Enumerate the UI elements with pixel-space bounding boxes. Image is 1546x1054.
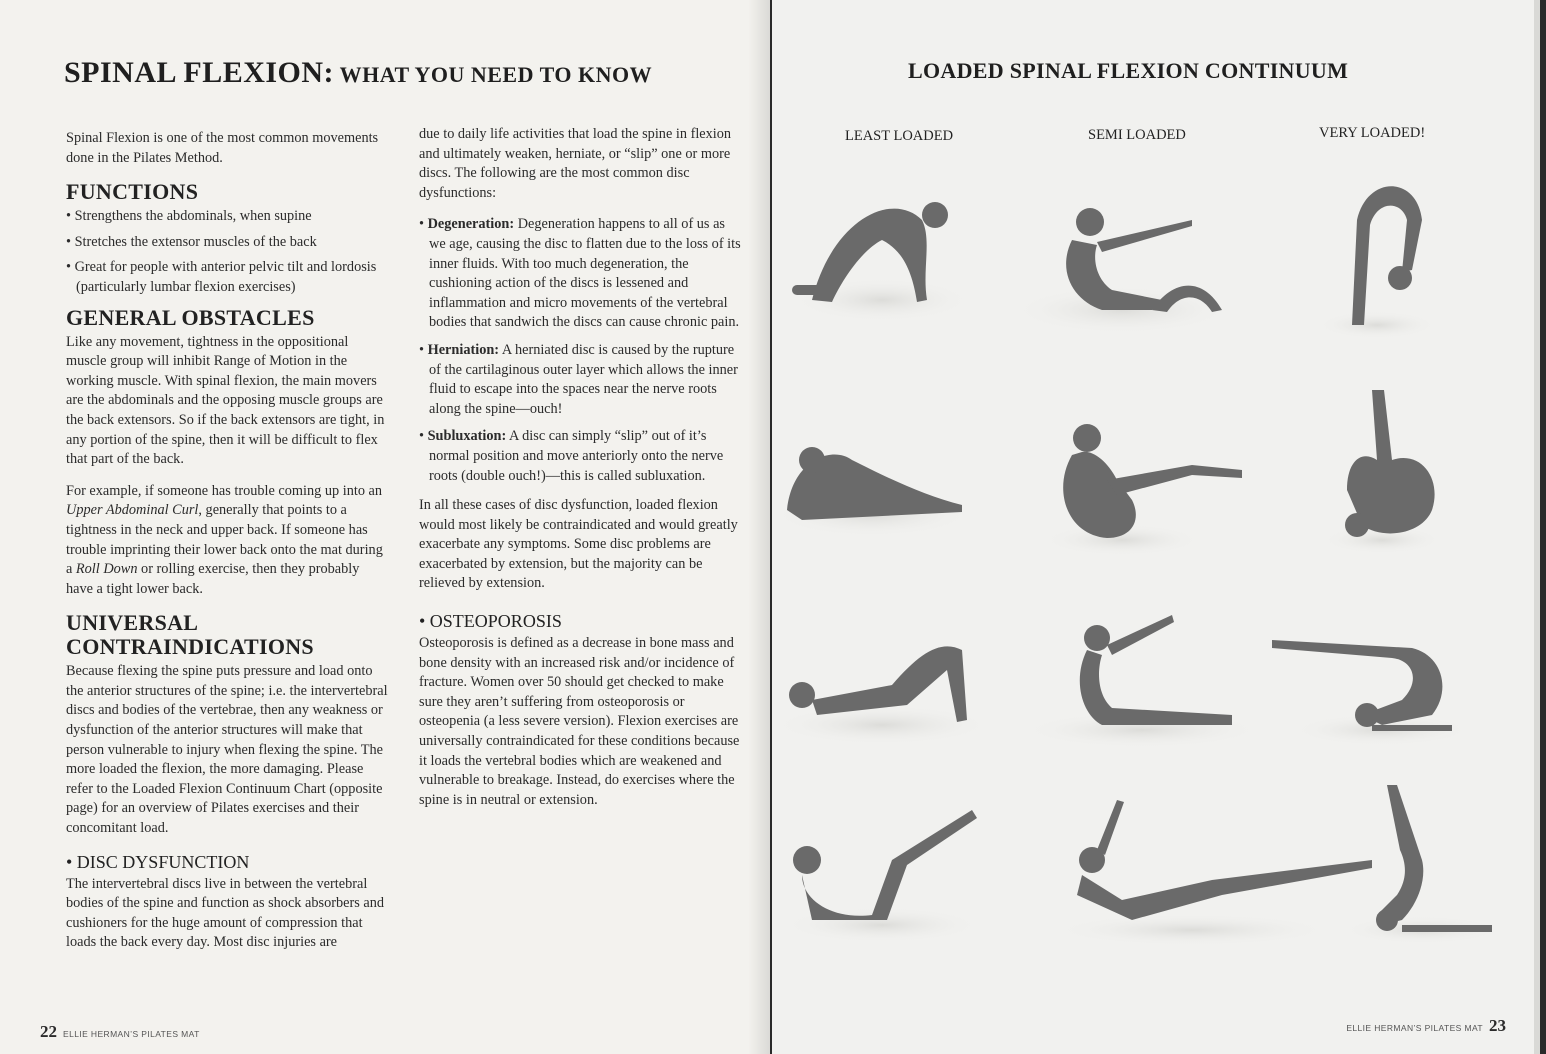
figure-pelvic-curl bbox=[772, 646, 992, 745]
list-item: • Great for people with anterior pelvic tilt and lordosis (particularly lumbar flexion exercises) bbox=[66, 258, 388, 297]
list-item bbox=[419, 427, 741, 486]
running-footer: ELLIE HERMAN’S PILATES MAT bbox=[63, 1029, 200, 1039]
list-item bbox=[419, 215, 741, 333]
contra-heading-line2: CONTRAINDICATIONS bbox=[66, 634, 314, 660]
osteo-heading: • OSTEOPOROSIS bbox=[419, 611, 562, 632]
figure-seated-c-curve bbox=[1012, 208, 1232, 334]
figure-rest-position bbox=[772, 447, 972, 537]
figure-teaser bbox=[1052, 800, 1372, 946]
list-item: • Strengthens the abdominals, when supine bbox=[66, 207, 388, 227]
page-edge bbox=[1534, 0, 1540, 1054]
right-footer bbox=[1340, 1016, 1506, 1036]
figure-rollover-legs bbox=[1272, 640, 1472, 746]
term: Degeneration: bbox=[427, 216, 515, 233]
obstacles-heading: GENERAL OBSTACLES bbox=[66, 304, 315, 330]
osteo-paragraph: Osteoporosis is defined as a decrease in bone mass and bone density with an increased risk and/or incidence of fracture. Women over 50 should get checked to make sure they aren’t suffering from osteoporosis or osteopenia (a less severe version). Flexion exercises are universally contraindicated for these conditions because it loads the vertebral bodies which are weakened and vulnerable to breakage. Instead, do exercises where the spine is in neutral or extension. bbox=[419, 635, 740, 808]
contra-heading-line1: UNIVERSAL bbox=[66, 610, 199, 636]
example-paragraph bbox=[66, 482, 388, 600]
left-footer bbox=[40, 1022, 206, 1042]
disc-paragraph: The intervertebral discs live in between the vertebral bodies of the spine and function as shock absorbers and cushioners for the huge amount of compression that loads the back every day. Most disc injuries are bbox=[66, 875, 385, 951]
term: Subluxation: bbox=[427, 428, 507, 445]
figure-abdominal-curl bbox=[782, 810, 982, 943]
gutter-shadow bbox=[748, 0, 770, 1054]
obstacles-paragraph: Like any movement, tightness in the oppositional muscle group will inhibit Range of Motion in the working muscle. With spinal flexion, the main movers are the abdominals and the opposing muscle groups are the back extensors. So if the back extensors are tight, in any portion of the spine, then it will be difficult to flex that part of the back. bbox=[66, 333, 385, 468]
example-text: , generally that points to a tightness in the neck and upper back. If someone has trouble imprinting their lower back onto the mat during a bbox=[66, 502, 383, 578]
definition: A disc can simply “slip” out of it’s normal position and move anteriorly onto the nerve roots (double ouch!)—this is called subluxation. bbox=[429, 428, 724, 484]
example-text: For example, if someone has trouble coming up into an bbox=[66, 482, 383, 499]
title-sub-part: WHAT YOU NEED TO KNOW bbox=[334, 62, 653, 87]
figure-forward-bend bbox=[1317, 186, 1437, 339]
disc-summary-paragraph: In all these cases of disc dysfunction, loaded flexion would most likely be contraindicated and would greatly exacerbate any symptoms. Some disc problems are exacerbated by extension, but the majority can be relieved by extension. bbox=[419, 497, 738, 592]
example-text: or rolling exercise, then they probably have a tight lower back. bbox=[66, 561, 360, 597]
disc-heading: • DISC DYSFUNCTION bbox=[66, 851, 250, 872]
intro-paragraph: Spinal Flexion is one of the most common movements done in the Pilates Method. bbox=[66, 130, 379, 166]
running-footer: ELLIE HERMAN’S PILATES MAT bbox=[1346, 1023, 1483, 1033]
exercise-name: Upper Abdominal Curl bbox=[66, 502, 199, 519]
label-least-loaded: LEAST LOADED bbox=[845, 128, 954, 144]
figure-roll-up-reach bbox=[1022, 615, 1262, 748]
right-page bbox=[772, 0, 1540, 1054]
list-item: • Stretches the extensor muscles of the back bbox=[66, 233, 388, 253]
disc-continued-paragraph: due to daily life activities that load the spine in flexion and ultimately weaken, herniate, or “slip” one or more discs. The following are the most common disc dysfunctions: bbox=[419, 126, 732, 201]
list-item bbox=[419, 341, 741, 419]
figure-cat-stretch bbox=[792, 202, 972, 322]
definition: Degeneration happens to all of us as we age, causing the disc to flatten due to the loss of its inner fluids. With too much degeneration, the cushioning action of the discs is lessened and inflammation and micro movements of the vertebral bodies that sandwich the discs can cause chronic pain. bbox=[429, 216, 741, 331]
contra-paragraph: Because flexing the spine puts pressure and load onto the anterior structures of the spine; i.e. the intervertebral discs and bodies of the vertebrae, then any weakness or dysfunction of the anterior structures will make that person vulnerable to injury when flexing the spine. The more loaded the flexion, the more damaging. Please refer to the Loaded Flexion Continuum Chart (opposite page) for an overview of Pilates exercises and their concomitant load. bbox=[66, 663, 388, 837]
page-number: 23 bbox=[1489, 1016, 1506, 1035]
text-column-2 bbox=[419, 125, 741, 822]
term: Herniation: bbox=[427, 341, 500, 358]
page-title bbox=[64, 56, 652, 90]
continuum-title: LOADED SPINAL FLEXION CONTINUUM bbox=[908, 58, 1349, 83]
page-number: 22 bbox=[40, 1022, 57, 1041]
left-page bbox=[0, 0, 770, 1054]
figure-overhead-rollover bbox=[1322, 390, 1442, 554]
figure-rolling-ball bbox=[1042, 424, 1242, 556]
text-column-1 bbox=[66, 129, 388, 965]
dysfunction-list bbox=[419, 215, 741, 486]
label-semi-loaded: SEMI LOADED bbox=[1088, 127, 1186, 143]
functions-list bbox=[66, 207, 388, 297]
label-very-loaded: VERY LOADED! bbox=[1319, 125, 1426, 141]
functions-heading: FUNCTIONS bbox=[66, 179, 199, 205]
definition: A herniated disc is caused by the rupture of the cartilaginous outer layer which allows the inner fluid to escape into the spaces near the nerve roots along the spine—ouch! bbox=[429, 341, 738, 417]
continuum-figures bbox=[772, 160, 1532, 950]
exercise-name: Roll Down bbox=[75, 561, 138, 578]
title-main-part: SPINAL FLEXION: bbox=[64, 56, 335, 89]
